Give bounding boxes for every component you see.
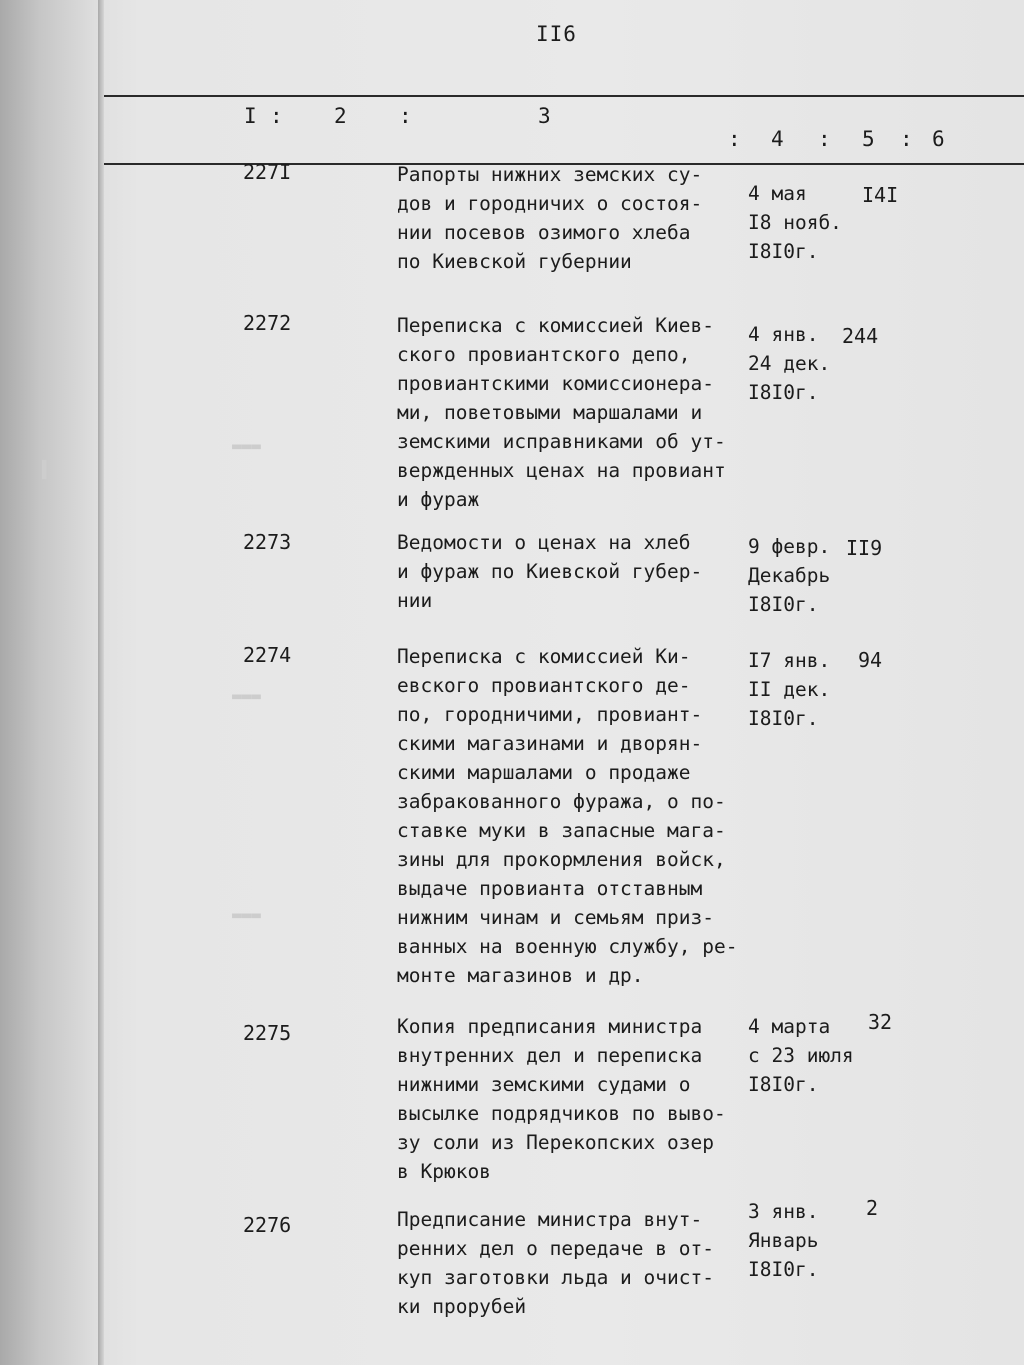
entry-sheet-count: 94 [858, 648, 883, 672]
entry-dates: 4 мая I8 нояб. I8I0г. [748, 182, 842, 263]
column-header-1: I [244, 104, 257, 128]
entry-number: 227I [243, 160, 292, 184]
entry-dates: 4 марта с 23 июля I8I0г. [748, 1015, 854, 1096]
entry-title: Копия предписания министра внутренних дел и переписка нижними земскими судами о высылке подрядчиков по выво- зу соли из Перекопских озер в Крюков [397, 1015, 726, 1183]
bleed-through-mark: ▬▬▬ [232, 686, 261, 705]
column-header-3: 3 [538, 104, 551, 128]
entry-title: Рапорты нижних земских су- дов и городничих о состоя- нии посевов озимого хлеба по Киевской губернии [397, 163, 703, 273]
header-top-rule [104, 95, 1024, 97]
entry-dates: 4 янв. 24 дек. I8I0г. [748, 323, 831, 404]
column-separator: : [399, 104, 412, 128]
entry-number: 2275 [243, 1021, 292, 1045]
entry-title: Переписка с комиссией Ки- евского провиантского де- по, городничими, провиант- скими магазинами и дворян- скими маршалами о продаже забракованного фуража, о по- ставке муки в запасные мага- зины для прокормления войск, выдаче провианта отставным нижним чинам и семьям приз- ванных на военную службу, ре- монте магазинов и др. [397, 645, 738, 987]
bleed-through-mark: ▬▬▬ [232, 905, 261, 924]
entry-title: Ведомости о ценах на хлеб и фураж по Киевской губер- нии [397, 531, 703, 612]
entry-dates: I7 янв. II дек. I8I0г. [748, 649, 831, 730]
entry-dates: 9 февр. Декабрь I8I0г. [748, 535, 831, 616]
column-header-6: 6 [932, 127, 945, 151]
entry-sheet-count: 32 [868, 1010, 893, 1034]
column-separator: : [270, 104, 283, 128]
column-separator: : [900, 127, 913, 151]
entry-number: 2272 [243, 311, 292, 335]
entry-sheet-count: 2 [866, 1196, 879, 1220]
entry-dates: 3 янв. Январь I8I0г. [748, 1200, 819, 1281]
page-spine [98, 0, 104, 1365]
entry-title: Переписка с комиссией Киев- ского провиантского депо, провиантскими комиссионера- ми, поветовыми маршалами и земскими исправниками об ут- вержденных ценах на провиант и фураж [397, 314, 726, 511]
column-separator: : [818, 127, 831, 151]
column-header-4: 4 [771, 127, 784, 151]
entry-number: 2276 [243, 1213, 292, 1237]
column-header-5: 5 [862, 127, 875, 151]
entry-sheet-count: II9 [846, 536, 883, 560]
column-header-2: 2 [334, 104, 347, 128]
entry-number: 2274 [243, 643, 292, 667]
entry-title: Предписание министра внут- ренних дел о передаче в от- куп заготовки льда и очист- ки прорубей [397, 1208, 714, 1318]
bleed-through-mark: ▬▬ [36, 459, 56, 480]
entry-number: 2273 [243, 530, 292, 554]
entry-sheet-count: I4I [862, 183, 899, 207]
entry-sheet-count: 244 [842, 324, 879, 348]
page-number: II6 [536, 22, 577, 46]
bleed-through-mark: ▬▬▬ [232, 436, 261, 455]
column-separator: : [728, 127, 741, 151]
